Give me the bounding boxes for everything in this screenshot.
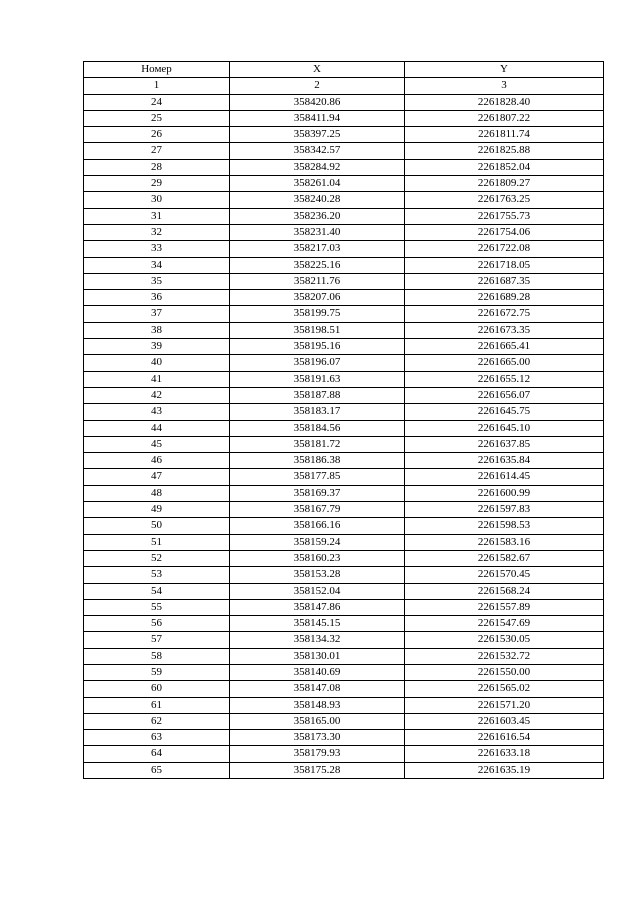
point-number-cell: 41 xyxy=(84,371,230,387)
x-coordinate-cell: 358134.32 xyxy=(230,632,405,648)
x-coordinate-cell: 358147.86 xyxy=(230,599,405,615)
x-coordinate-cell: 358166.16 xyxy=(230,518,405,534)
y-coordinate-cell: 2261570.45 xyxy=(405,567,604,583)
point-number-cell: 57 xyxy=(84,632,230,648)
point-number-cell: 30 xyxy=(84,192,230,208)
x-coordinate-cell: 358184.56 xyxy=(230,420,405,436)
x-coordinate-cell: 358191.63 xyxy=(230,371,405,387)
point-number-cell: 61 xyxy=(84,697,230,713)
table-row xyxy=(84,583,604,599)
y-coordinate-cell: 2261656.07 xyxy=(405,387,604,403)
point-number-cell: 25 xyxy=(84,110,230,126)
table-row xyxy=(84,176,604,192)
point-number-cell: 50 xyxy=(84,518,230,534)
x-coordinate-cell: 358211.76 xyxy=(230,273,405,289)
x-coordinate-cell: 358186.38 xyxy=(230,453,405,469)
table-head xyxy=(84,62,604,95)
point-number-cell: 53 xyxy=(84,567,230,583)
point-number-cell: 35 xyxy=(84,273,230,289)
x-coordinate-cell: 358187.88 xyxy=(230,387,405,403)
point-number-cell: 58 xyxy=(84,648,230,664)
column-number-2: 2 xyxy=(230,78,405,94)
y-coordinate-cell: 2261568.24 xyxy=(405,583,604,599)
table-row xyxy=(84,339,604,355)
point-number-cell: 45 xyxy=(84,436,230,452)
x-coordinate-cell: 358145.15 xyxy=(230,616,405,632)
x-coordinate-cell: 358147.08 xyxy=(230,681,405,697)
y-coordinate-cell: 2261557.89 xyxy=(405,599,604,615)
x-coordinate-cell: 358284.92 xyxy=(230,159,405,175)
table-row xyxy=(84,713,604,729)
y-coordinate-cell: 2261571.20 xyxy=(405,697,604,713)
table-row xyxy=(84,159,604,175)
y-coordinate-cell: 2261687.35 xyxy=(405,273,604,289)
table-row xyxy=(84,697,604,713)
y-coordinate-cell: 2261645.10 xyxy=(405,420,604,436)
table-row xyxy=(84,681,604,697)
table-row xyxy=(84,257,604,273)
point-number-cell: 47 xyxy=(84,469,230,485)
point-number-cell: 63 xyxy=(84,730,230,746)
x-coordinate-cell: 358181.72 xyxy=(230,436,405,452)
table-row xyxy=(84,664,604,680)
point-number-cell: 32 xyxy=(84,224,230,240)
table-row xyxy=(84,94,604,110)
table-row xyxy=(84,404,604,420)
point-number-cell: 27 xyxy=(84,143,230,159)
table-row xyxy=(84,420,604,436)
y-coordinate-cell: 2261825.88 xyxy=(405,143,604,159)
header-x: X xyxy=(230,62,405,78)
table-row xyxy=(84,387,604,403)
table-row xyxy=(84,616,604,632)
y-coordinate-cell: 2261655.12 xyxy=(405,371,604,387)
table-row xyxy=(84,453,604,469)
point-number-cell: 54 xyxy=(84,583,230,599)
x-coordinate-cell: 358140.69 xyxy=(230,664,405,680)
x-coordinate-cell: 358173.30 xyxy=(230,730,405,746)
table-row xyxy=(84,273,604,289)
table-row xyxy=(84,355,604,371)
y-coordinate-cell: 2261603.45 xyxy=(405,713,604,729)
table-row xyxy=(84,518,604,534)
y-coordinate-cell: 2261635.19 xyxy=(405,762,604,778)
y-coordinate-cell: 2261807.22 xyxy=(405,110,604,126)
point-number-cell: 56 xyxy=(84,616,230,632)
y-coordinate-cell: 2261665.00 xyxy=(405,355,604,371)
table-row xyxy=(84,567,604,583)
x-coordinate-cell: 358148.93 xyxy=(230,697,405,713)
table-row xyxy=(84,534,604,550)
y-coordinate-cell: 2261582.67 xyxy=(405,550,604,566)
x-coordinate-cell: 358177.85 xyxy=(230,469,405,485)
table-row xyxy=(84,110,604,126)
x-coordinate-cell: 358217.03 xyxy=(230,241,405,257)
point-number-cell: 55 xyxy=(84,599,230,615)
table-body xyxy=(84,94,604,778)
point-number-cell: 29 xyxy=(84,176,230,192)
point-number-cell: 62 xyxy=(84,713,230,729)
x-coordinate-cell: 358159.24 xyxy=(230,534,405,550)
point-number-cell: 36 xyxy=(84,290,230,306)
x-coordinate-cell: 358231.40 xyxy=(230,224,405,240)
table-row xyxy=(84,502,604,518)
point-number-cell: 42 xyxy=(84,387,230,403)
x-coordinate-cell: 358342.57 xyxy=(230,143,405,159)
table-row xyxy=(84,241,604,257)
point-number-cell: 34 xyxy=(84,257,230,273)
y-coordinate-cell: 2261597.83 xyxy=(405,502,604,518)
x-coordinate-cell: 358236.20 xyxy=(230,208,405,224)
x-coordinate-cell: 358153.28 xyxy=(230,567,405,583)
x-coordinate-cell: 358198.51 xyxy=(230,322,405,338)
table-row xyxy=(84,290,604,306)
y-coordinate-cell: 2261665.41 xyxy=(405,339,604,355)
y-coordinate-cell: 2261637.85 xyxy=(405,436,604,452)
y-coordinate-cell: 2261673.35 xyxy=(405,322,604,338)
table-row xyxy=(84,208,604,224)
x-coordinate-cell: 358130.01 xyxy=(230,648,405,664)
x-coordinate-cell: 358411.94 xyxy=(230,110,405,126)
table-row xyxy=(84,599,604,615)
table-row xyxy=(84,762,604,778)
point-number-cell: 39 xyxy=(84,339,230,355)
y-coordinate-cell: 2261811.74 xyxy=(405,127,604,143)
point-number-cell: 46 xyxy=(84,453,230,469)
x-coordinate-cell: 358261.04 xyxy=(230,176,405,192)
y-coordinate-cell: 2261828.40 xyxy=(405,94,604,110)
table-row xyxy=(84,632,604,648)
point-number-cell: 44 xyxy=(84,420,230,436)
header-number: Номер xyxy=(84,62,230,78)
point-number-cell: 43 xyxy=(84,404,230,420)
column-number-row xyxy=(84,78,604,94)
x-coordinate-cell: 358183.17 xyxy=(230,404,405,420)
table-row xyxy=(84,127,604,143)
y-coordinate-cell: 2261583.16 xyxy=(405,534,604,550)
header-y: Y xyxy=(405,62,604,78)
x-coordinate-cell: 358207.06 xyxy=(230,290,405,306)
table-row xyxy=(84,306,604,322)
y-coordinate-cell: 2261645.75 xyxy=(405,404,604,420)
point-number-cell: 59 xyxy=(84,664,230,680)
point-number-cell: 26 xyxy=(84,127,230,143)
y-coordinate-cell: 2261633.18 xyxy=(405,746,604,762)
y-coordinate-cell: 2261852.04 xyxy=(405,159,604,175)
x-coordinate-cell: 358196.07 xyxy=(230,355,405,371)
y-coordinate-cell: 2261722.08 xyxy=(405,241,604,257)
x-coordinate-cell: 358240.28 xyxy=(230,192,405,208)
header-row xyxy=(84,62,604,78)
y-coordinate-cell: 2261532.72 xyxy=(405,648,604,664)
x-coordinate-cell: 358152.04 xyxy=(230,583,405,599)
table-row xyxy=(84,143,604,159)
point-number-cell: 24 xyxy=(84,94,230,110)
x-coordinate-cell: 358199.75 xyxy=(230,306,405,322)
x-coordinate-cell: 358167.79 xyxy=(230,502,405,518)
point-number-cell: 65 xyxy=(84,762,230,778)
x-coordinate-cell: 358165.00 xyxy=(230,713,405,729)
x-coordinate-cell: 358420.86 xyxy=(230,94,405,110)
table-row xyxy=(84,648,604,664)
table-row xyxy=(84,436,604,452)
point-number-cell: 28 xyxy=(84,159,230,175)
y-coordinate-cell: 2261616.54 xyxy=(405,730,604,746)
table-row xyxy=(84,322,604,338)
table-row xyxy=(84,550,604,566)
point-number-cell: 40 xyxy=(84,355,230,371)
point-number-cell: 52 xyxy=(84,550,230,566)
x-coordinate-cell: 358225.16 xyxy=(230,257,405,273)
coordinates-table xyxy=(83,61,604,779)
y-coordinate-cell: 2261635.84 xyxy=(405,453,604,469)
point-number-cell: 37 xyxy=(84,306,230,322)
y-coordinate-cell: 2261689.28 xyxy=(405,290,604,306)
point-number-cell: 33 xyxy=(84,241,230,257)
point-number-cell: 31 xyxy=(84,208,230,224)
point-number-cell: 48 xyxy=(84,485,230,501)
x-coordinate-cell: 358160.23 xyxy=(230,550,405,566)
y-coordinate-cell: 2261755.73 xyxy=(405,208,604,224)
y-coordinate-cell: 2261550.00 xyxy=(405,664,604,680)
y-coordinate-cell: 2261763.25 xyxy=(405,192,604,208)
column-number-3: 3 xyxy=(405,78,604,94)
point-number-cell: 64 xyxy=(84,746,230,762)
point-number-cell: 49 xyxy=(84,502,230,518)
x-coordinate-cell: 358179.93 xyxy=(230,746,405,762)
table-row xyxy=(84,469,604,485)
x-coordinate-cell: 358195.16 xyxy=(230,339,405,355)
y-coordinate-cell: 2261614.45 xyxy=(405,469,604,485)
column-number-1: 1 xyxy=(84,78,230,94)
y-coordinate-cell: 2261600.99 xyxy=(405,485,604,501)
point-number-cell: 60 xyxy=(84,681,230,697)
point-number-cell: 51 xyxy=(84,534,230,550)
y-coordinate-cell: 2261598.53 xyxy=(405,518,604,534)
y-coordinate-cell: 2261530.05 xyxy=(405,632,604,648)
table-row xyxy=(84,224,604,240)
y-coordinate-cell: 2261718.05 xyxy=(405,257,604,273)
point-number-cell: 38 xyxy=(84,322,230,338)
y-coordinate-cell: 2261547.69 xyxy=(405,616,604,632)
table-row xyxy=(84,192,604,208)
y-coordinate-cell: 2261809.27 xyxy=(405,176,604,192)
table-row xyxy=(84,746,604,762)
table-row xyxy=(84,485,604,501)
y-coordinate-cell: 2261565.02 xyxy=(405,681,604,697)
x-coordinate-cell: 358169.37 xyxy=(230,485,405,501)
y-coordinate-cell: 2261754.06 xyxy=(405,224,604,240)
table-row xyxy=(84,730,604,746)
x-coordinate-cell: 358397.25 xyxy=(230,127,405,143)
table-row xyxy=(84,371,604,387)
x-coordinate-cell: 358175.28 xyxy=(230,762,405,778)
y-coordinate-cell: 2261672.75 xyxy=(405,306,604,322)
